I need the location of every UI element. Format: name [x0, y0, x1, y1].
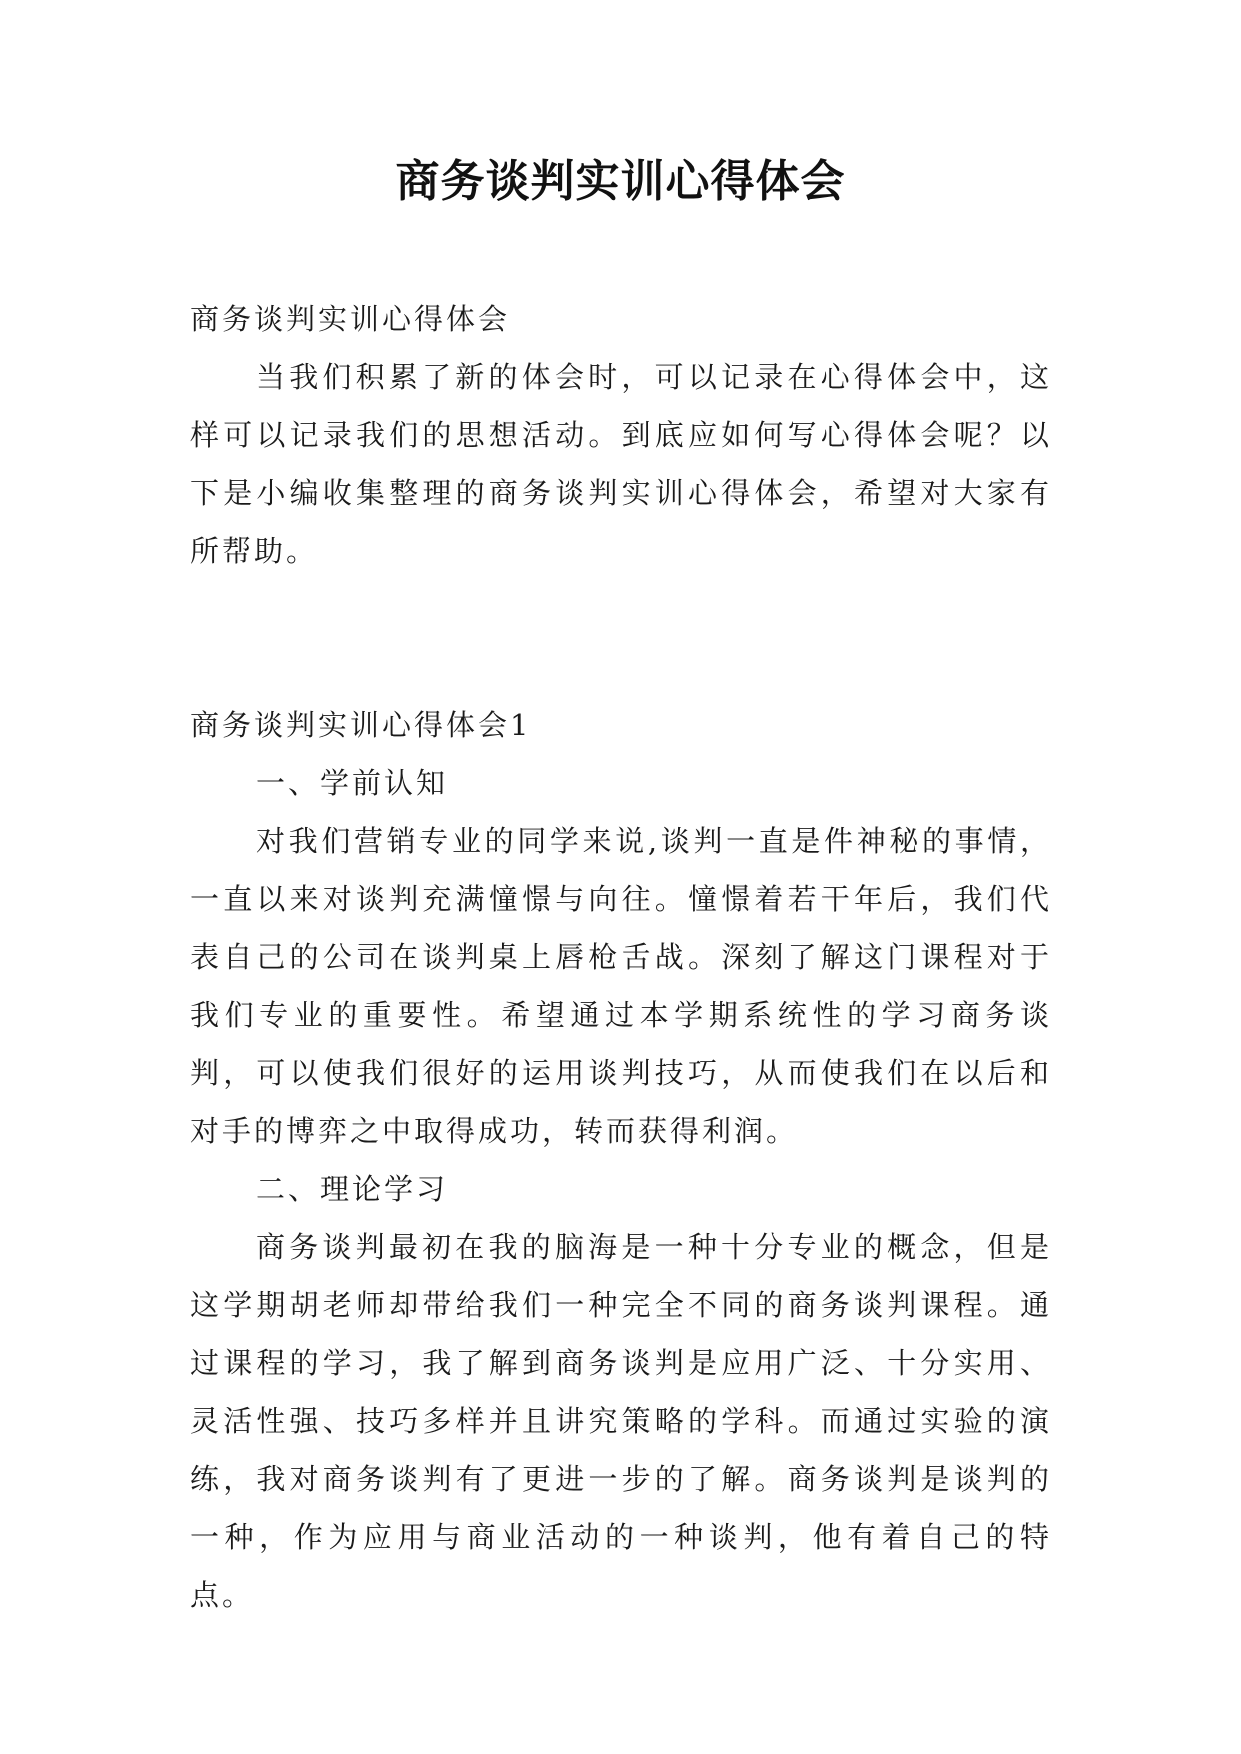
document-subtitle: 商务谈判实训心得体会 [190, 302, 511, 336]
heading-theory: 二、理论学习 [256, 1172, 449, 1206]
section-title: 商务谈判实训心得体会1 [190, 708, 532, 742]
section-spacer [190, 580, 1052, 696]
document-body [190, 290, 1052, 1624]
document-title: 商务谈判实训心得体会 [395, 156, 846, 207]
paragraph-pre-study: 对我们营销专业的同学来说,谈判一直是件神秘的事情，一直以来对谈判充满憧憬与向往。憧憬着若干年后，我们代表自己的公司在谈判桌上唇枪舌战。深刻了解这门课程对于我们专业的重要性。希望通过本学期系统性的学习商务谈判，可以使我们很好的运用谈判技巧，从而使我们在以后和对手的博弈之中取得成功，转而获得利润。 [190, 824, 1052, 1148]
heading-pre-study: 一、学前认知 [256, 766, 449, 800]
intro-paragraph: 当我们积累了新的体会时，可以记录在心得体会中，这样可以记录我们的思想活动。到底应如何写心得体会呢？以下是小编收集整理的商务谈判实训心得体会，希望对大家有所帮助。 [190, 360, 1052, 568]
paragraph-theory: 商务谈判最初在我的脑海是一种十分专业的概念，但是这学期胡老师却带给我们一种完全不同的商务谈判课程。通过课程的学习，我了解到商务谈判是应用广泛、十分实用、灵活性强、技巧多样并且讲究策略的学科。而通过实验的演练，我对商务谈判有了更进一步的了解。商务谈判是谈判的一种，作为应用与商业活动的一种谈判，他有着自己的特点。 [190, 1230, 1052, 1612]
